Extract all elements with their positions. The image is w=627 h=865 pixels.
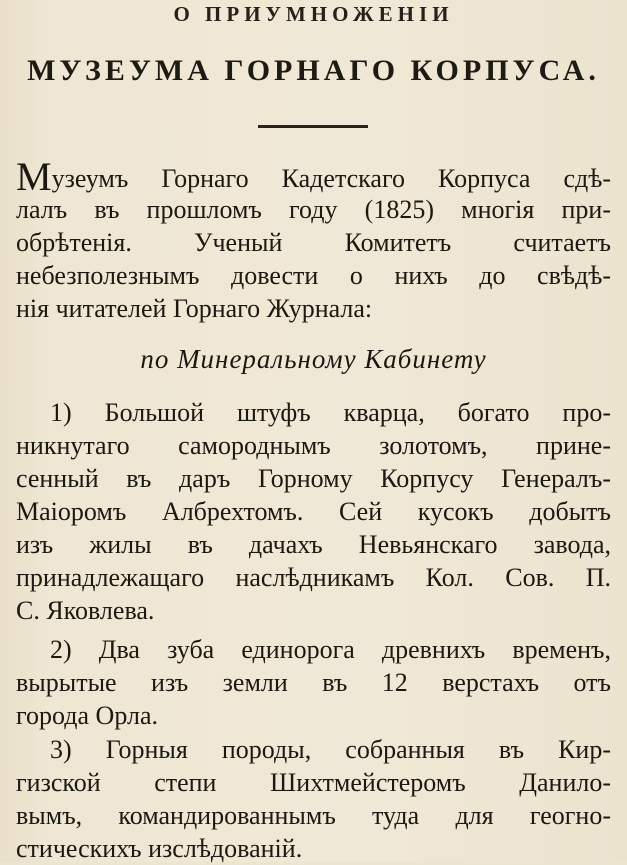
header-title: МУЗЕУМА ГОРНАГО КОРПУСА. bbox=[27, 54, 600, 87]
item-line: вырытые изъ земли въ 12 верстахъ отъ bbox=[16, 668, 611, 697]
intro-line: лалъ въ прошломъ году (1825) многія при- bbox=[16, 195, 611, 224]
item-1-paragraph bbox=[16, 396, 611, 627]
intro-paragraph bbox=[16, 154, 611, 325]
intro-line: нія читателей Горнаго Журнала: bbox=[16, 294, 373, 323]
item-2-paragraph bbox=[16, 633, 611, 732]
item-line: принадлежащаго наслѣдникамъ Кол. Сов. П. bbox=[16, 563, 611, 592]
item-line: города Орла. bbox=[16, 701, 158, 730]
intro-line: небезполезнымъ довести о нихъ до свѣдѣ- bbox=[16, 261, 611, 290]
lead-letter: М bbox=[16, 154, 52, 199]
intro-line bbox=[16, 154, 611, 199]
item-line: 2) Два зуба единорога древнихъ временъ, bbox=[50, 635, 611, 664]
intro-line-text: узеумъ Горнаго Кадетскаго Корпуса сдѣ- bbox=[51, 164, 611, 193]
item-line: Маіоромъ Албрехтомъ. Сей кусокъ добытъ bbox=[16, 497, 611, 526]
section-subheading: по Минеральному Кабинету bbox=[140, 344, 487, 374]
title-rule bbox=[258, 125, 368, 128]
item-line: 1) Большой штуфъ кварца, богато про- bbox=[50, 398, 611, 427]
item-line: стическихъ изслѣдованій. bbox=[16, 834, 303, 863]
item-3-paragraph bbox=[16, 733, 611, 865]
item-line: никнутаго самороднымъ золотомъ, прине- bbox=[16, 431, 611, 460]
item-line: С. Яковлева. bbox=[16, 596, 155, 625]
header-line-1: О ПРИУМНОЖЕНІИ bbox=[173, 2, 454, 26]
item-line: гизской степи Шихтмейстеромъ Данило- bbox=[16, 768, 611, 797]
item-line: сенный въ даръ Горному Корпусу Генералъ- bbox=[16, 464, 611, 493]
item-line: вымъ, командированнымъ туда для геогно- bbox=[16, 801, 611, 830]
item-line: 3) Горныя породы, собранныя въ Кир- bbox=[50, 735, 611, 764]
item-line: изъ жилы въ дачахъ Невьянскаго завода, bbox=[16, 530, 611, 559]
intro-line: обрѣтенія. Ученый Комитетъ считаетъ bbox=[16, 228, 611, 257]
